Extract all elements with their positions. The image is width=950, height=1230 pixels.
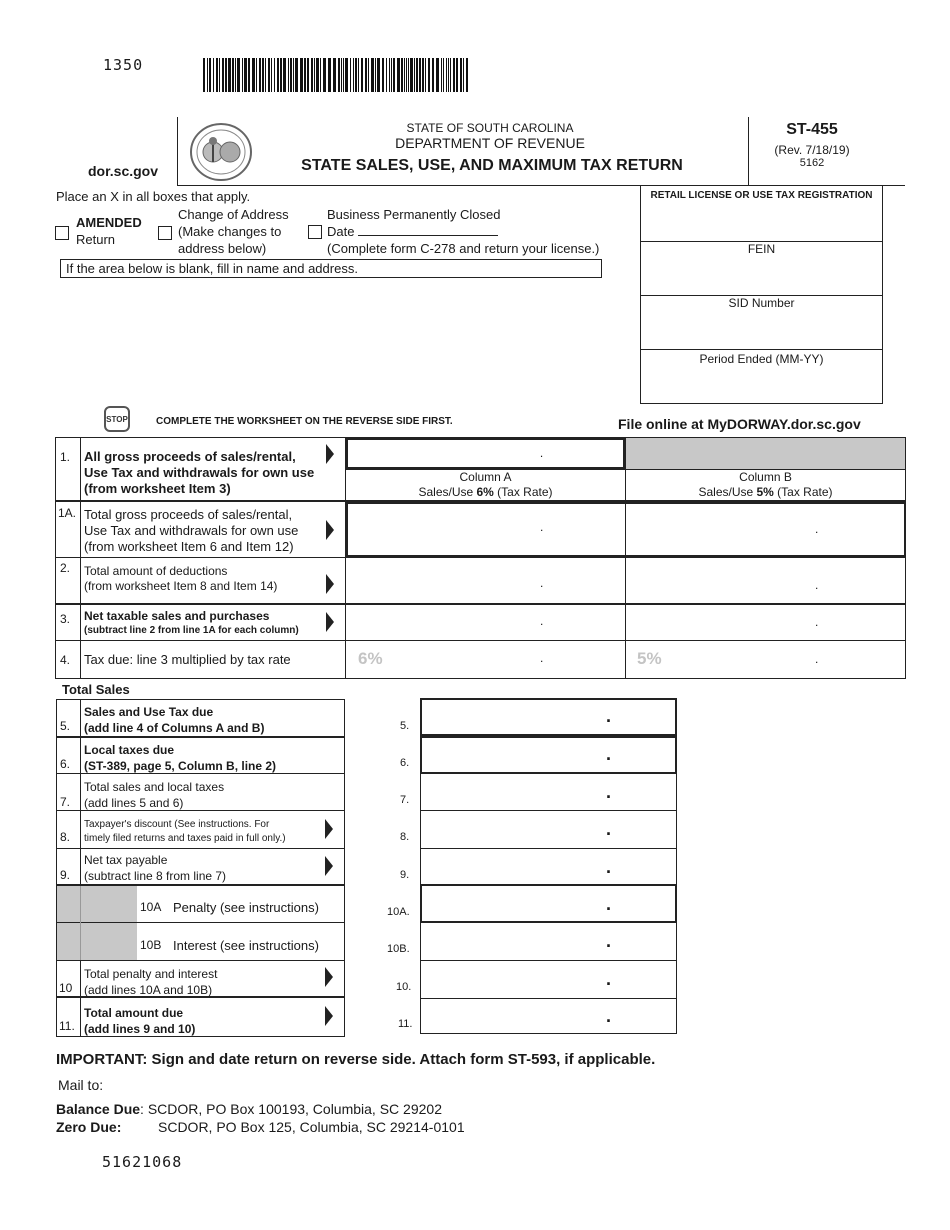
line-4-rate-a: 6%: [358, 649, 383, 668]
line-5-label: Sales and Use Tax due (add line 4 of Columns A and B): [84, 705, 265, 735]
line-4-col-a-field[interactable]: [346, 641, 625, 678]
line-10b-code: 10B: [140, 938, 162, 952]
line-9-arrow-icon: [325, 856, 333, 876]
line-3-col-b-field[interactable]: [626, 605, 905, 640]
line-8-number: 8.: [60, 830, 71, 844]
line-5-number: 5.: [60, 719, 71, 733]
totals-row-rule-4: [56, 848, 345, 849]
important-notice: IMPORTANT: Sign and date return on reverse side. Attach form ST-593, if applicable.: [56, 1051, 656, 1068]
line-11-label: Total amount due (add lines 9 and 10): [84, 1006, 196, 1036]
line-4-col-b-decimal: .: [815, 652, 819, 666]
panel-rule-3: [640, 349, 883, 350]
line-5-amount-field[interactable]: [420, 698, 677, 736]
fein-field[interactable]: [641, 258, 882, 294]
line-3-col-a-decimal: .: [540, 614, 544, 628]
form-number: ST-455: [786, 121, 838, 138]
totals-row-rule-1: [56, 736, 345, 738]
line-11-arrow-icon: [325, 1006, 333, 1026]
line-9-ref: 9.: [400, 869, 410, 881]
period-label: Period Ended (MM-YY): [699, 352, 824, 366]
dept-name: DEPARTMENT OF REVENUE: [395, 135, 585, 151]
line-7-decimal: .: [606, 782, 612, 802]
column-b-header: Column B Sales/Use 5% (Tax Rate): [698, 470, 833, 499]
line-5-decimal: .: [606, 706, 612, 726]
line-4-col-b-field[interactable]: [626, 641, 905, 678]
line-3-number: 3.: [60, 612, 71, 626]
line-1a-number: 1A.: [58, 506, 77, 520]
line-10b-amount-field[interactable]: [421, 924, 676, 959]
line-10a-amount-field[interactable]: [420, 884, 677, 923]
line-1a-col-b-field[interactable]: [626, 502, 905, 557]
file-online-notice: File online at MyDORWAY.dor.sc.gov: [618, 416, 861, 432]
name-address-hint[interactable]: If the area below is blank, fill in name and address.: [60, 259, 602, 278]
line-1a-col-a-decimal: .: [540, 520, 544, 534]
line-2-col-b-decimal: .: [815, 578, 819, 592]
line-3-sublabel: (subtract line 2 from line 1A for each column): [84, 625, 299, 636]
amount-rule-2: [420, 848, 677, 849]
line-2-arrow-icon: [326, 574, 334, 594]
barcode: [203, 58, 473, 92]
amount-rule-1: [420, 810, 677, 811]
line-6-amount-field[interactable]: [420, 736, 677, 774]
line-11-number: 11.: [59, 1019, 75, 1033]
line-10a-code: 10A: [140, 900, 162, 914]
form-id-bottom: 51621068: [102, 1153, 183, 1171]
amended-label-2: Return: [76, 232, 116, 247]
sid-field[interactable]: [641, 312, 882, 348]
line-2-col-a-field[interactable]: [346, 558, 625, 603]
line-9-amount-field[interactable]: [421, 850, 676, 883]
checkbox-intro: Place an X in all boxes that apply.: [56, 189, 251, 204]
header-divider-left: [177, 117, 178, 185]
line-9-label: Net tax payable (subtract line 8 from line 7): [84, 853, 227, 883]
line-6-decimal: .: [606, 744, 612, 764]
zero-due-address: SCDOR, PO Box 125, Columbia, SC 29214-0101: [158, 1119, 465, 1135]
line-1-label: All gross proceeds of sales/rental, Use Tax and withdrawals for own use (from worksheet Item 3): [84, 449, 315, 496]
line-8-arrow-icon: [325, 819, 333, 839]
line-3-label: Net taxable sales and purchases: [84, 609, 270, 623]
col-rule-num: [80, 437, 81, 679]
amended-label: AMENDED: [76, 215, 142, 230]
fein-label: FEIN: [747, 242, 776, 256]
amount-rule-4: [420, 998, 677, 999]
totals-row-rule-7: [56, 960, 345, 961]
line-8-label: Taxpayer's discount (See instructions. For timely filed returns and taxes paid in full only.): [84, 819, 286, 844]
state-name: STATE OF SOUTH CAROLINA: [406, 121, 574, 135]
line-10b-ref: 10B.: [387, 943, 410, 955]
line-2-col-a-decimal: .: [540, 576, 544, 590]
line-1a-label: Total gross proceeds of sales/rental, Use Tax and withdrawals for own use (from worksheet Item 6 and Item 12): [84, 507, 299, 554]
line-7-number: 7.: [60, 795, 71, 809]
line-10a-decimal: .: [606, 894, 612, 914]
line-2-col-b-field[interactable]: [626, 558, 905, 603]
column-a-header: Column A Sales/Use 6% (Tax Rate): [418, 470, 553, 499]
line-7-label: Total sales and local taxes (add lines 5 and 6): [84, 780, 225, 810]
change-address-label: Change of Address (Make changes to address below): [178, 207, 289, 256]
form-revision: (Rev. 7/18/19): [774, 143, 850, 157]
line-1-number: 1.: [60, 450, 71, 464]
line-9-decimal: .: [606, 857, 612, 877]
line-9-number: 9.: [60, 868, 71, 882]
website-label: dor.sc.gov: [88, 163, 159, 179]
sid-label: SID Number: [728, 296, 795, 310]
closed-date-field[interactable]: [358, 226, 498, 236]
totals-num-rule-a: [80, 699, 81, 885]
line-11-amount-field[interactable]: [421, 1000, 676, 1033]
shaded-rule: [80, 886, 81, 960]
line-10-arrow-icon: [325, 967, 333, 987]
state-seal-icon: [189, 122, 253, 182]
line-7-amount-field[interactable]: [421, 775, 676, 809]
business-closed-label: Business Permanently Closed Date (Complete form C-278 and return your license.): [327, 207, 600, 256]
worksheet-notice: COMPLETE THE WORKSHEET ON THE REVERSE SIDE FIRST.: [156, 416, 453, 427]
line-6-ref: 6.: [400, 757, 410, 769]
line-10a-label: Penalty (see instructions): [173, 900, 319, 915]
balance-due-line: Balance Due: SCDOR, PO Box 100193, Columbia, SC 29202: [56, 1101, 442, 1117]
line-1a-col-b-decimal: .: [815, 522, 819, 536]
form-code: 5162: [799, 157, 825, 169]
line-4-col-a-decimal: .: [540, 651, 544, 665]
line-4-rate-b: 5%: [637, 649, 662, 668]
amended-checkbox[interactable]: [55, 226, 69, 240]
line-10b-shaded: [57, 923, 137, 960]
line-10b-decimal: .: [606, 931, 612, 951]
line-1-col-a-field[interactable]: .: [346, 438, 625, 469]
change-address-checkbox[interactable]: [158, 226, 172, 240]
header-divider-right: [748, 117, 749, 185]
period-field[interactable]: [641, 368, 882, 403]
line-1-arrow-icon: [326, 444, 334, 464]
line-1a-col-a-field[interactable]: [346, 502, 625, 557]
line-8-decimal: .: [606, 819, 612, 839]
form-title: STATE SALES, USE, AND MAXIMUM TAX RETURN: [301, 157, 683, 174]
line-3-col-b-decimal: .: [815, 615, 819, 629]
line-5-ref: 5.: [400, 720, 410, 732]
line-10b-label: Interest (see instructions): [173, 938, 319, 953]
line-10-number: 10: [59, 981, 73, 995]
line-8-amount-field[interactable]: [421, 812, 676, 847]
mail-to-label: Mail to:: [58, 1077, 104, 1093]
line-4-label: Tax due: line 3 multiplied by tax rate: [84, 652, 291, 667]
line-10-decimal: .: [606, 969, 612, 989]
zero-due-label: Zero Due:: [56, 1119, 122, 1135]
line-11-ref: 11.: [398, 1018, 413, 1030]
line-3-arrow-icon: [326, 612, 334, 632]
line-8-ref: 8.: [400, 831, 410, 843]
line-11-decimal: .: [606, 1006, 612, 1026]
line-3-col-a-field[interactable]: [346, 605, 625, 640]
form-id-top: 1350: [103, 56, 144, 74]
line-10-label: Total penalty and interest (add lines 10A and 10B): [84, 967, 218, 997]
business-closed-checkbox[interactable]: [308, 225, 322, 239]
license-field[interactable]: [641, 203, 882, 241]
totals-num-rule-b: [80, 961, 81, 1037]
license-label: RETAIL LICENSE OR USE TAX REGISTRATION: [650, 190, 873, 201]
line-6-label: Local taxes due (ST-389, page 5, Column B, line 2): [84, 743, 277, 773]
line-2-label: Total amount of deductions (from worksheet Item 8 and Item 14): [84, 564, 278, 593]
stop-icon: STOP: [104, 406, 130, 432]
total-sales-label: Total Sales: [62, 682, 130, 697]
line-10a-ref: 10A.: [387, 906, 410, 918]
line-1-col-b-shaded: [626, 438, 905, 469]
line-6-number: 6.: [60, 757, 71, 771]
amount-rule-3: [420, 960, 677, 961]
line-4-number: 4.: [60, 653, 71, 667]
line-1a-arrow-icon: [326, 520, 334, 540]
line-10-amount-field[interactable]: [421, 962, 676, 997]
line-7-ref: 7.: [400, 794, 410, 806]
line-10a-shaded: [57, 886, 137, 922]
line-2-number: 2.: [60, 561, 71, 575]
line-10-ref: 10.: [396, 981, 412, 993]
